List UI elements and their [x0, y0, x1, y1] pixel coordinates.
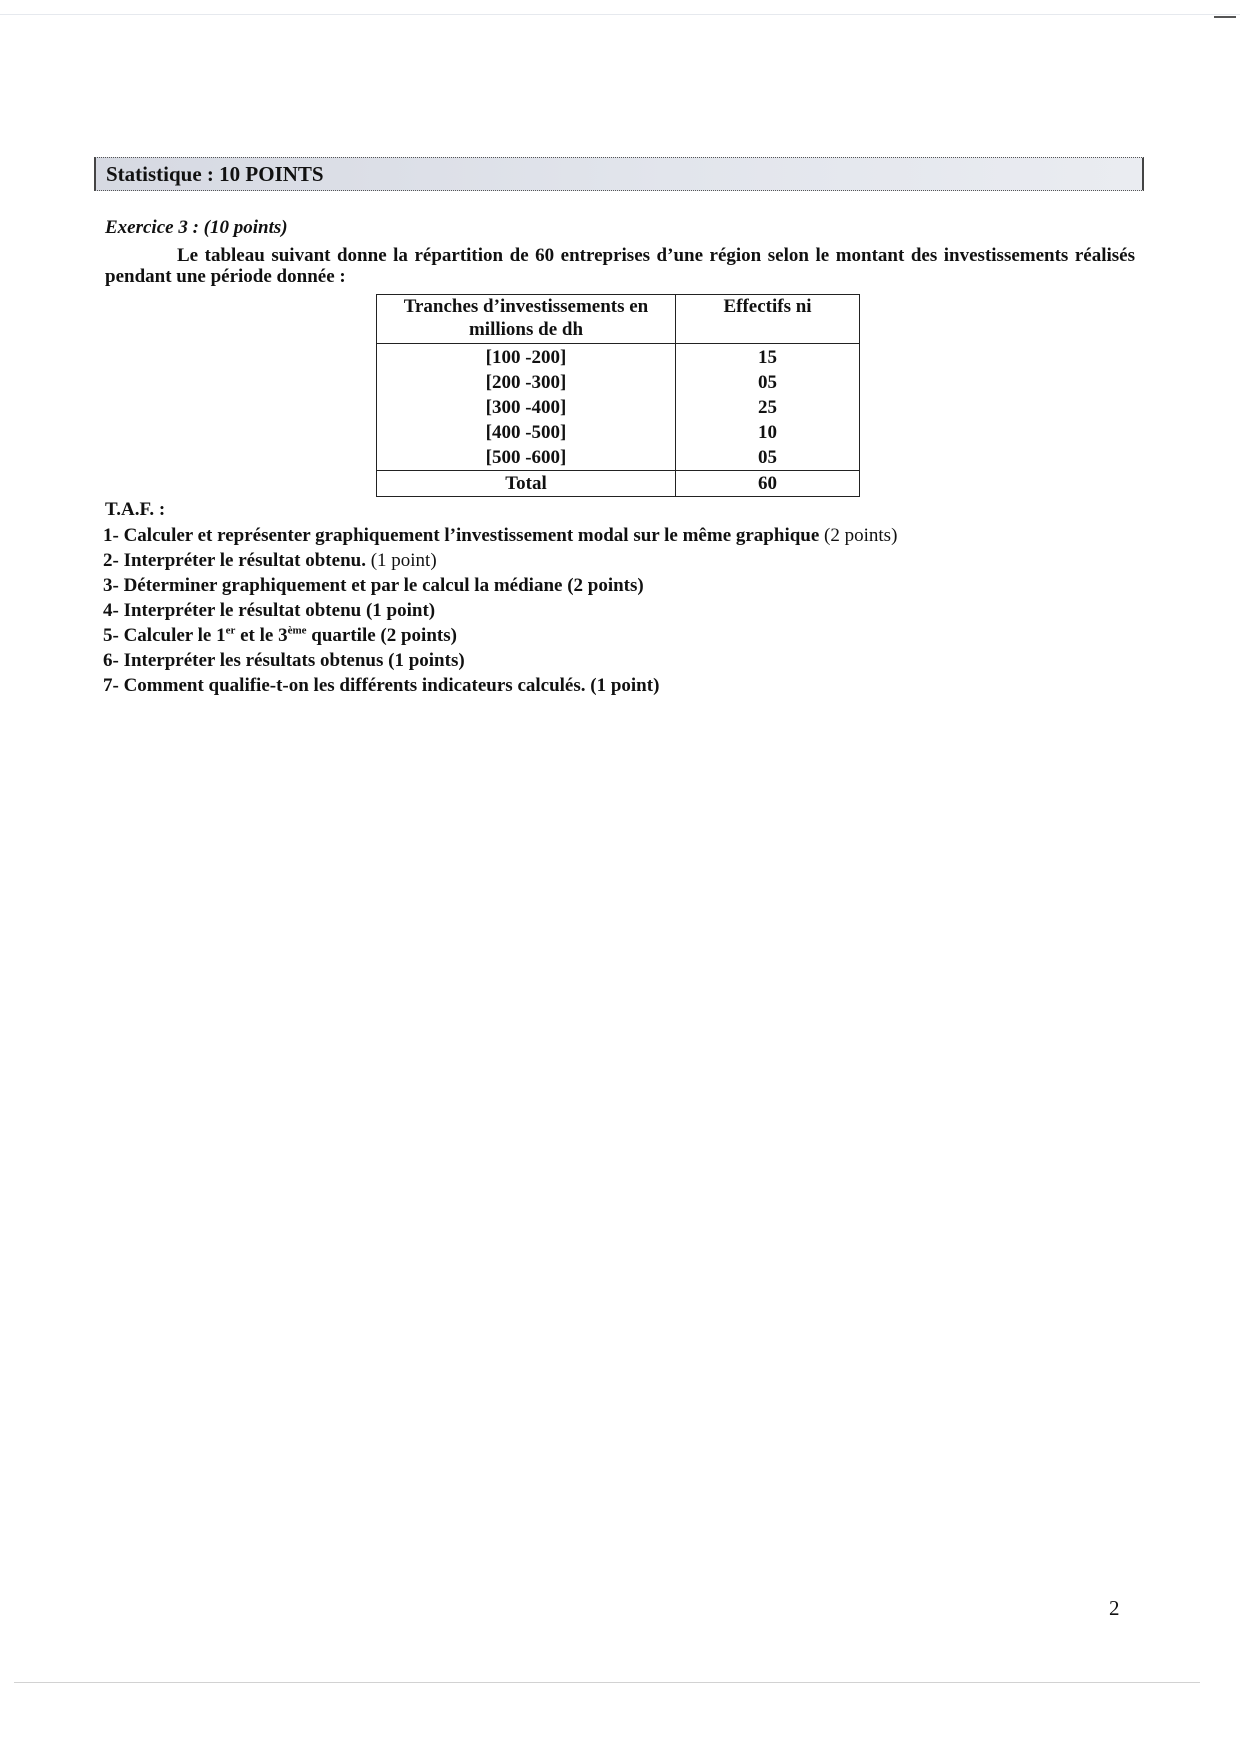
question-text: 2- Interpréter le résultat obtenu.: [103, 550, 366, 571]
investment-table: [376, 294, 860, 497]
count-value: 25: [758, 397, 777, 418]
count-value: 15: [758, 347, 777, 368]
question-points: (1 point): [370, 550, 437, 571]
question-text: 5- Calculer le 1: [103, 625, 226, 646]
table-header-row: [377, 295, 860, 344]
question-item: [103, 523, 897, 548]
question-item: [103, 548, 897, 573]
question-text: 3- Déterminer graphiquement et par le calcul la médiane (2 points): [103, 575, 644, 596]
superscript: ème: [287, 624, 307, 637]
range-value: [100 -200]: [485, 347, 567, 368]
column-header-ranges: Tranches d’investissements en millions de dh: [377, 295, 676, 344]
section-title: Statistique : 10 POINTS: [106, 162, 324, 186]
counts-cell: [676, 344, 860, 471]
range-value: [200 -300]: [485, 372, 567, 393]
question-text: quartile (2 points): [306, 625, 457, 646]
question-text: 6- Interpréter les résultats obtenus (1 points): [103, 650, 465, 671]
page-number: 2: [1109, 1596, 1120, 1620]
question-item: [103, 648, 897, 673]
question-text: 7- Comment qualifie-t-on les différents indicateurs calculés. (1 point): [103, 675, 660, 696]
scan-border-top: [0, 14, 1240, 15]
ranges-cell: [377, 344, 676, 471]
range-value: [300 -400]: [485, 397, 567, 418]
question-list: [103, 523, 897, 698]
total-label: Total: [377, 471, 676, 497]
question-item: [103, 673, 897, 698]
question-text: 1- Calculer et représenter graphiquement l’investissement modal sur le même graphique: [103, 525, 820, 546]
question-text: et le 3: [235, 625, 288, 646]
question-text: 4- Interpréter le résultat obtenu (1 point): [103, 600, 436, 621]
column-header-counts: Effectifs ni: [676, 295, 860, 344]
table-body-rows: [377, 344, 860, 471]
section-header: [94, 157, 1144, 191]
total-value: 60: [676, 471, 860, 497]
range-value: [400 -500]: [485, 422, 567, 443]
scan-border-bottom: [14, 1682, 1200, 1683]
exercise-title: Exercice 3 : (10 points): [105, 217, 288, 238]
question-item: [103, 598, 897, 623]
exercise-intro: Le tableau suivant donne la répartition de 60 entreprises d’une région selon le montant des investissements réalisés pendant une période donnée :: [105, 245, 1135, 287]
range-value: [500 -600]: [485, 447, 567, 468]
taf-label: T.A.F. :: [105, 499, 166, 520]
superscript: er: [225, 624, 236, 637]
table-total-row: [377, 471, 860, 497]
count-value: 10: [758, 422, 777, 443]
question-item: [103, 573, 897, 598]
question-item: [103, 623, 897, 648]
count-value: 05: [758, 447, 777, 468]
scan-mark: [1214, 16, 1236, 18]
count-value: 05: [758, 372, 777, 393]
question-points: (2 points): [824, 525, 898, 546]
